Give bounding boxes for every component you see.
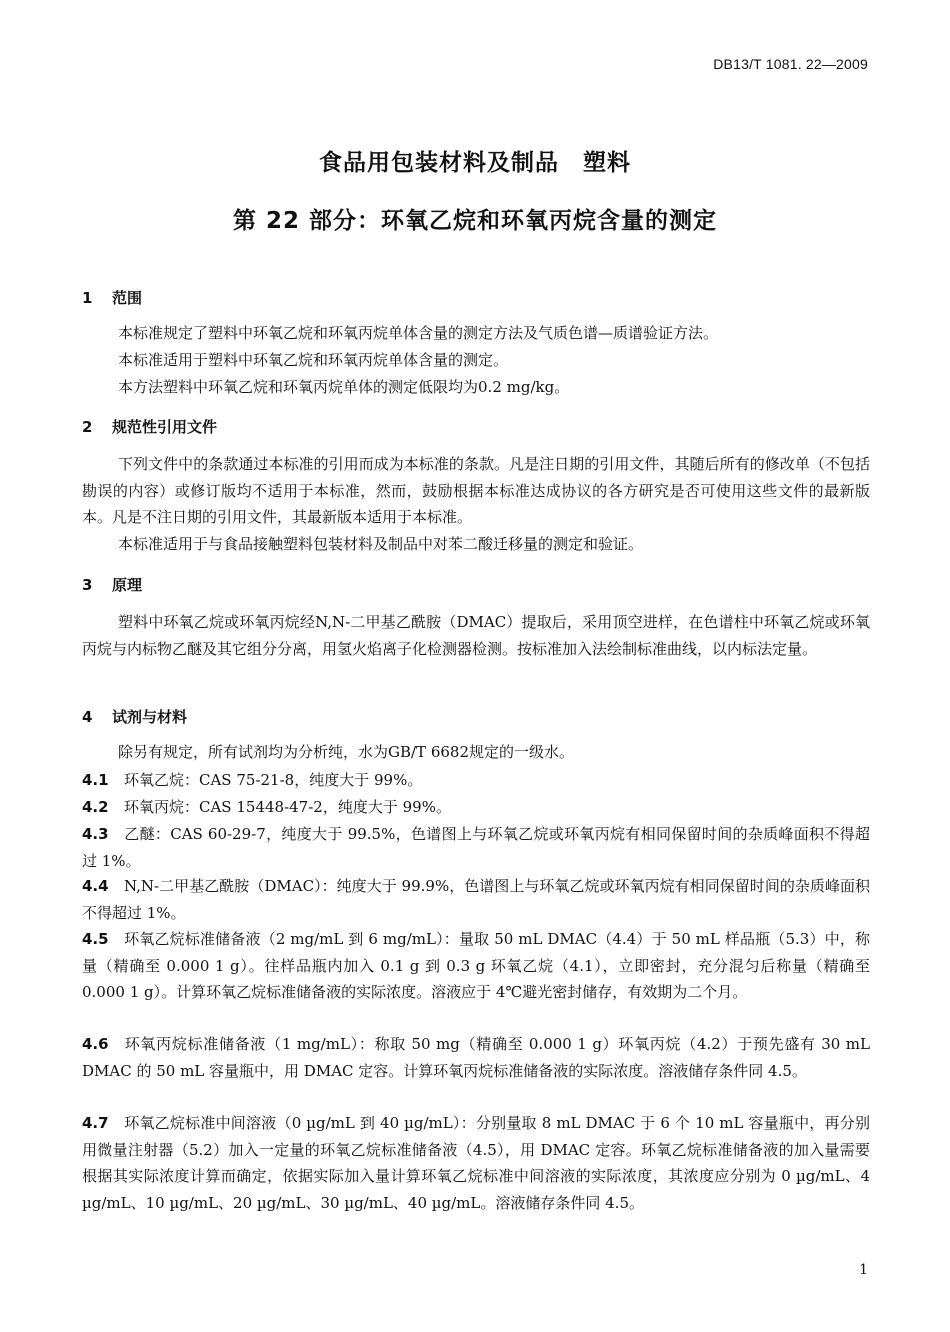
item-4-4 xyxy=(82,873,870,926)
item-4-5 xyxy=(82,926,870,1006)
section-title: 原理 xyxy=(112,576,143,594)
section-1-line-2: 本标准适用于塑料中环氧乙烷和环氧丙烷单体含量的测定。 xyxy=(118,351,509,369)
section-heading-4 xyxy=(82,706,187,727)
section-title: 试剂与材料 xyxy=(112,708,188,726)
section-heading-1 xyxy=(82,287,142,308)
section-1-line-3: 本方法塑料中环氧乙烷和环氧丙烷单体的测定低限均为0.2 mg/kg。 xyxy=(118,378,570,396)
section-3-paragraph-1: 塑料中环氧乙烷或环氧丙烷经N,N-二甲基乙酰胺（DMAC）提取后，采用顶空进样，在色谱柱中环氧乙烷或环氧丙烷与内标物乙醚及其它组分分离，用氢火焰离子化检测器检测。按标准加入法绘制标准曲线，以内标法定量。 xyxy=(82,613,870,658)
section-number: 4 xyxy=(82,708,93,726)
item-number: 4.6 xyxy=(82,1035,109,1053)
item-text: N,N-二甲基乙酰胺（DMAC）：纯度大于 99.9%，色谱图上与环氧乙烷或环氧丙烷有相同保留时间的杂质峰面积不得超过 1%。 xyxy=(82,877,870,922)
document-subtitle: 第 22 部分：环氧乙烷和环氧丙烷含量的测定 xyxy=(232,208,718,234)
item-text: 环氧丙烷标准储备液（1 mg/mL）：称取 50 mg（精确至 0.000 1 g）环氧丙烷（4.2）于预先盛有 30 mL DMAC 的 50 mL 容量瓶中，用 DMAC 定容。计算环氧丙烷标准储备液的实际浓度。溶液储存条件同 4.5。 xyxy=(82,1035,870,1080)
item-number: 4.4 xyxy=(82,877,109,895)
section-2-paragraph-2: 本标准适用于与食品接触塑料包装材料及制品中对苯二酸迁移量的测定和验证。 xyxy=(118,535,644,553)
section-title: 范围 xyxy=(112,289,143,307)
item-4-2 xyxy=(82,794,870,821)
item-number: 4.7 xyxy=(82,1114,109,1132)
page-number: 1 xyxy=(859,1262,868,1278)
item-text: 环氧乙烷：CAS 75-21-8，纯度大于 99%。 xyxy=(124,771,423,789)
section-heading-2 xyxy=(82,416,217,437)
section-4-intro: 除另有规定，所有试剂均为分析纯，水为GB/T 6682规定的一级水。 xyxy=(118,743,575,761)
item-number: 4.5 xyxy=(82,930,109,948)
item-4-3 xyxy=(82,821,870,874)
item-text: 乙醚：CAS 60-29-7，纯度大于 99.5%，色谱图上与环氧乙烷或环氧丙烷有相同保留时间的杂质峰面积不得超过 1%。 xyxy=(82,825,870,870)
section-number: 2 xyxy=(82,418,93,436)
item-number: 4.2 xyxy=(82,798,109,816)
section-title: 规范性引用文件 xyxy=(112,418,218,436)
standard-code: DB13/T 1081. 22—2009 xyxy=(713,56,868,72)
item-4-6 xyxy=(82,1031,870,1084)
item-text: 环氧丙烷：CAS 15448-47-2，纯度大于 99%。 xyxy=(124,798,451,816)
item-text: 环氧乙烷标准中间溶液（0 µg/mL 到 40 µg/mL）：分别量取 8 mL DMAC 于 6 个 10 mL 容量瓶中，再分别用微量注射器（5.2）加入一定量的环氧乙烷标准储备液（4.5），用 DMAC 定容。环氧乙烷标准储备液的加入量需要根据其实际浓度计算而确定，依据实际加入量计算环氧乙烷标准中间溶液的实际浓度，其浓度应分别为 0 µg/mL、4 µg/mL、10 µg/mL、20 µg/mL、30 µg/mL、40 µg/mL。溶液储存条件同 4.5。 xyxy=(82,1114,870,1212)
item-number: 4.1 xyxy=(82,771,109,789)
document-title: 食品用包装材料及制品 塑料 xyxy=(319,150,631,176)
section-1-line-1: 本标准规定了塑料中环氧乙烷和环氧丙烷单体含量的测定方法及气质色谱—质谱验证方法。 xyxy=(118,324,719,342)
item-text: 环氧乙烷标准储备液（2 mg/mL 到 6 mg/mL）：量取 50 mL DMAC（4.4）于 50 mL 样品瓶（5.3）中，称量（精确至 0.000 1 g）。往样品瓶内加入 0.1 g 到 0.3 g 环氧乙烷（4.1），立即密封，充分混匀后称量（精确至 0.000 1 g）。计算环氧乙烷标准储备液的实际浓度。溶液应于 4℃避光密封储存，有效期为二个月。 xyxy=(82,930,870,1001)
section-2-paragraph-1: 下列文件中的条款通过本标准的引用而成为本标准的条款。凡是注日期的引用文件，其随后所有的修改单（不包括勘误的内容）或修订版均不适用于本标准，然而，鼓励根据本标准达成协议的各方研究是否可使用这些文件的最新版本。凡是不注日期的引用文件，其最新版本适用于本标准。 xyxy=(82,455,870,526)
item-4-7 xyxy=(82,1110,870,1216)
section-number: 1 xyxy=(82,289,93,307)
item-number: 4.3 xyxy=(82,825,109,843)
section-number: 3 xyxy=(82,576,93,594)
item-4-1 xyxy=(82,767,870,794)
section-heading-3 xyxy=(82,574,142,595)
